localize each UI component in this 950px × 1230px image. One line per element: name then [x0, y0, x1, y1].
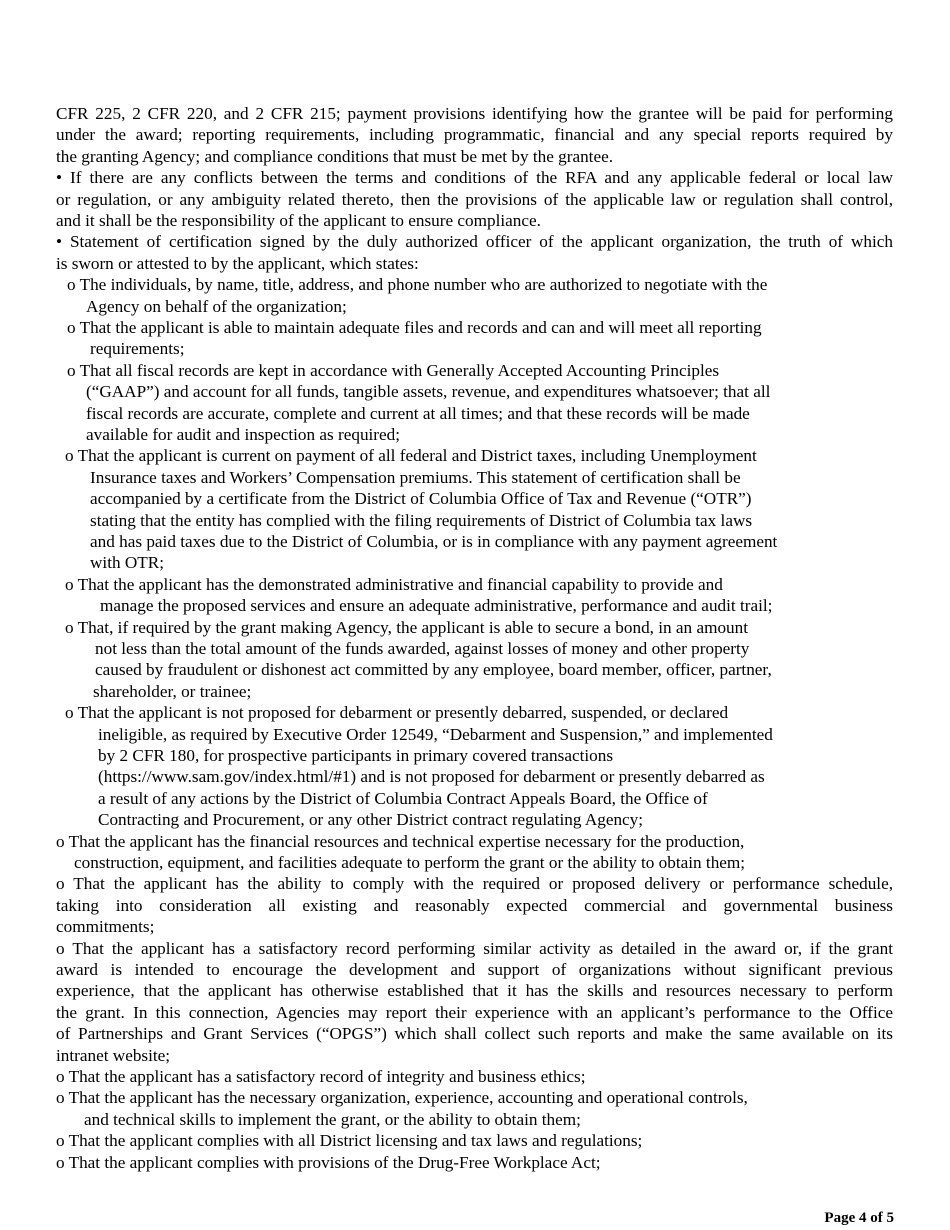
- text-line: is sworn or attested to by the applicant, which states:: [56, 253, 419, 273]
- text-line: o That the applicant has the financial resources and technical expertise necessary for the production,: [56, 831, 745, 851]
- text-line: the grant. In this connection, Agencies may report their experience with an applicant’s performance to the Office: [56, 1002, 893, 1022]
- text-line: o That the applicant is not proposed for debarment or presently debarred, suspended, or declared: [65, 703, 729, 723]
- text-line: (https://www.sam.gov/index.html/#1) and is not proposed for debarment or presently debarred as: [98, 767, 765, 787]
- text-line: intranet website;: [56, 1045, 171, 1065]
- text-line: and it shall be the responsibility of the applicant to ensure compliance.: [56, 211, 541, 230]
- text-line: fiscal records are accurate, complete and current at all times; and that these records will be made: [86, 403, 750, 423]
- text-line: Insurance taxes and Workers’ Compensation premiums. This statement of certification shall be: [90, 467, 741, 487]
- text-line: CFR 225, 2 CFR 220, and 2 CFR 215; payment provisions identifying how the grantee will be paid for performing: [56, 104, 893, 123]
- text-line: accompanied by a certificate from the District of Columbia Office of Tax and Revenue (“OTR”): [90, 489, 752, 509]
- text-line: award is intended to encourage the development and support of organizations without significant previous: [56, 960, 893, 979]
- text-line: o That the applicant has a satisfactory record performing similar activity as detailed in the award or, if the grant: [56, 938, 893, 958]
- text-line: taking into consideration all existing and reasonably expected commercial and governmental business: [56, 895, 893, 915]
- text-line: o That the applicant has the demonstrated administrative and financial capability to provide and: [65, 574, 723, 594]
- page-number: Page 4 of 5: [824, 1210, 894, 1226]
- text-line: commitments;: [56, 917, 155, 937]
- text-line: o The individuals, by name, title, address, and phone number who are authorized to negotiate with the: [67, 275, 768, 295]
- text-line: Contracting and Procurement, or any other District contract regulating Agency;: [98, 810, 644, 830]
- text-line: • Statement of certification signed by the duly authorized officer of the applicant organization, the truth of which: [56, 232, 893, 252]
- text-line: caused by fraudulent or dishonest act committed by any employee, board member, officer, partner,: [95, 660, 772, 680]
- text-line: o That the applicant is current on payment of all federal and District taxes, including Unemployment: [65, 446, 757, 466]
- text-line: of Partnerships and Grant Services (“OPGS”) which shall collect such reports and make the same available on its: [56, 1024, 893, 1044]
- text-line: and technical skills to implement the grant, or the ability to obtain them;: [84, 1109, 581, 1129]
- text-line: experience, that the applicant has otherwise established that it has the skills and resources necessary to perform: [56, 981, 893, 1001]
- text-line: o That all fiscal records are kept in accordance with Generally Accepted Accounting Principles: [67, 360, 720, 380]
- text-line: and has paid taxes due to the District of Columbia, or is in compliance with any payment agreement: [90, 532, 778, 551]
- text-line: o That the applicant is able to maintain adequate files and records and can and will meet all reporting: [67, 318, 762, 337]
- text-line: a result of any actions by the District of Columbia Contract Appeals Board, the Office of: [98, 788, 708, 808]
- text-line: with OTR;: [90, 553, 165, 573]
- text-line: under the award; reporting requirements, including programmatic, financial and any special reports required by: [56, 125, 893, 145]
- text-line: Agency on behalf of the organization;: [86, 296, 347, 316]
- text-line: o That the applicant complies with all District licensing and tax laws and regulations;: [56, 1131, 643, 1151]
- text-line: available for audit and inspection as required;: [86, 425, 401, 444]
- text-line: ineligible, as required by Executive Order 12549, “Debarment and Suspension,” and implemented: [98, 724, 773, 744]
- text-line: • If there are any conflicts between the terms and conditions of the RFA and any applicable federal or local law: [56, 168, 893, 188]
- text-line: not less than the total amount of the funds awarded, against losses of money and other property: [95, 639, 750, 658]
- text-line: shareholder, or trainee;: [93, 681, 252, 701]
- text-line: (“GAAP”) and account for all funds, tangible assets, revenue, and expenditures whatsoever; that all: [86, 382, 771, 402]
- text-line: by 2 CFR 180, for prospective participants in primary covered transactions: [98, 746, 614, 765]
- text-line: construction, equipment, and facilities adequate to perform the grant or the ability to obtain them;: [74, 853, 746, 872]
- text-line: the granting Agency; and compliance conditions that must be met by the grantee.: [56, 146, 614, 166]
- text-line: o That, if required by the grant making Agency, the applicant is able to secure a bond, in an amount: [65, 617, 748, 637]
- text-line: o That the applicant complies with provisions of the Drug-Free Workplace Act;: [56, 1152, 601, 1172]
- text-line: or regulation, or any ambiguity related thereto, then the provisions of the applicable law or regulation shall control,: [56, 189, 893, 209]
- text-line: stating that the entity has complied with the filing requirements of District of Columbia tax laws: [90, 510, 753, 530]
- text-line: manage the proposed services and ensure an adequate administrative, performance and audit trail;: [100, 596, 773, 616]
- text-line: o That the applicant has a satisfactory record of integrity and business ethics;: [56, 1067, 586, 1086]
- text-line: o That the applicant has the necessary organization, experience, accounting and operational controls,: [56, 1088, 748, 1108]
- text-line: requirements;: [90, 339, 185, 359]
- text-line: o That the applicant has the ability to comply with the required or proposed delivery or performance schedule,: [56, 874, 893, 894]
